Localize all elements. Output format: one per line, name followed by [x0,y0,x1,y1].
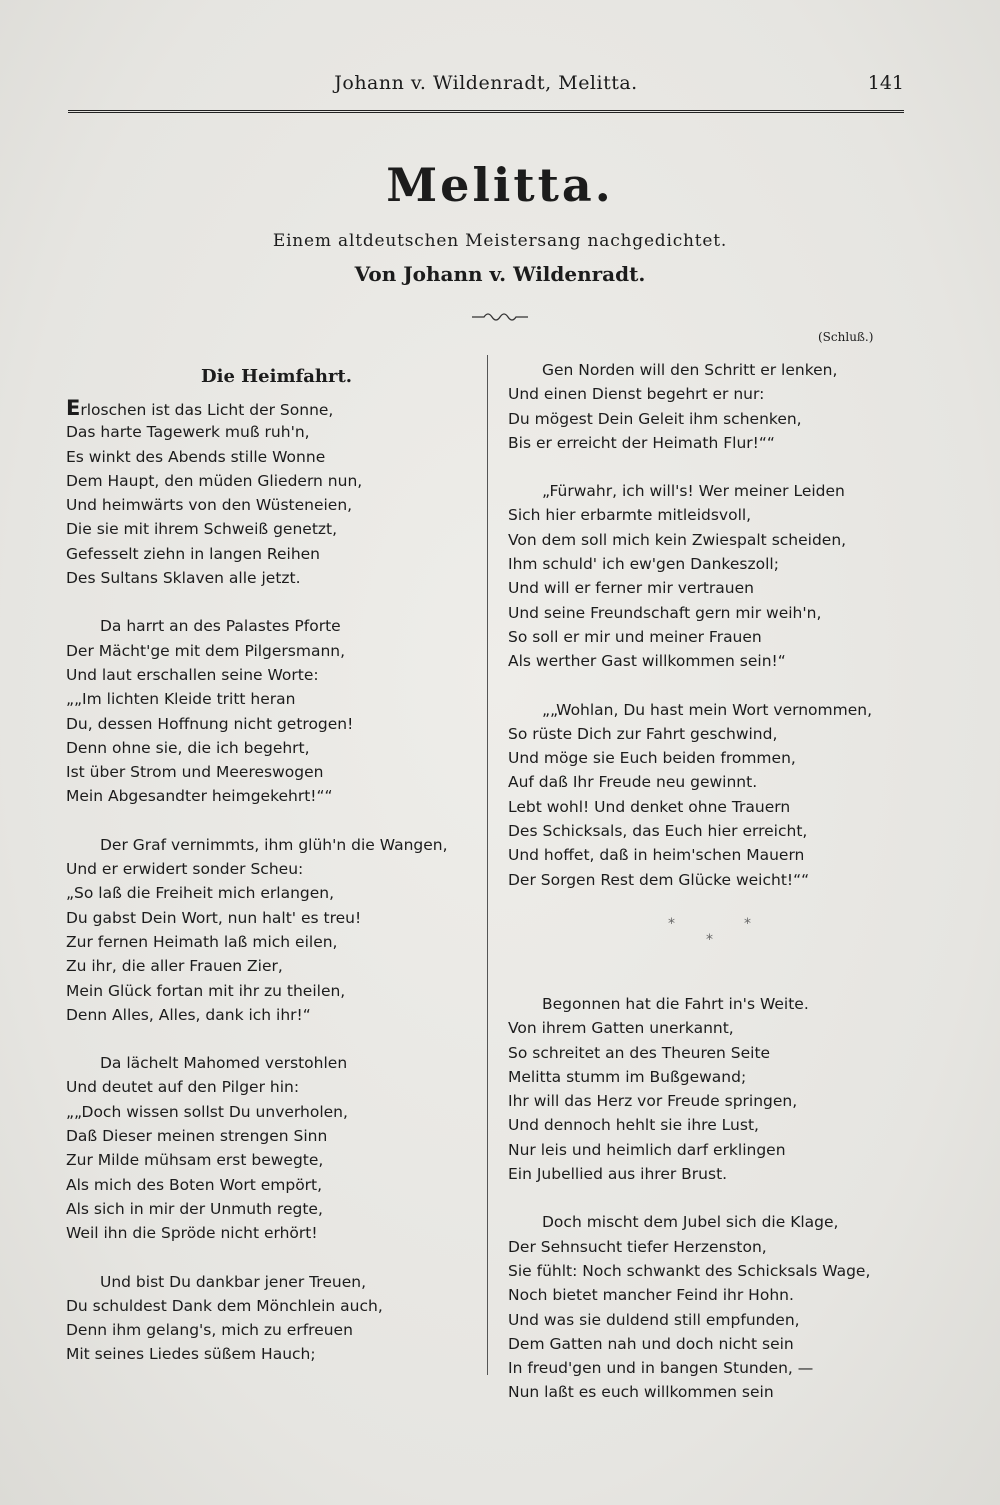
verse-line: Des Sultans Sklaven alle jetzt. [66,569,301,588]
verse-line: Als werther Gast willkommen sein!“ [508,652,786,671]
verse-line: Und will er ferner mir vertrauen [508,579,754,598]
verse-line: So schreitet an des Theuren Seite [508,1043,771,1062]
stanza [508,698,918,892]
verse-line: Sich hier erbarmte mitleidsvoll, [508,506,752,525]
verse-line: Du schuldest Dank dem Mönchlein auch, [66,1296,383,1315]
wave-ornament-icon [470,305,530,329]
stanza [508,1210,918,1404]
verse-line: Von dem soll mich kein Zwiespalt scheiden, [508,530,847,549]
verse-line: Begonnen hat die Fahrt in's Weite. [542,994,809,1013]
verse-line: Des Schicksals, das Euch hier erreicht, [508,822,808,841]
stanza [66,1051,476,1245]
verse-line: Und was sie duldend still empfunden, [508,1310,800,1329]
verse-line: Als mich des Boten Wort empört, [66,1175,323,1194]
stanza [66,1270,476,1367]
verse-line: Mein Glück fortan mit ihr zu theilen, [66,981,346,1000]
verse-line: So rüste Dich zur Fahrt geschwind, [508,724,778,743]
stanza [66,396,476,590]
verse-line: Der Mächt'ge mit dem Pilgersmann, [66,641,346,660]
asterism-star: * [706,931,713,948]
verse-line: Ein Jubellied aus ihrer Brust. [508,1165,728,1184]
verse-line: Melitta stumm im Bußgewand; [508,1067,747,1086]
verse-line: Mein Abgesandter heimgekehrt!““ [66,787,333,806]
verse-line: Dem Haupt, den müden Gliedern nun, [66,471,363,490]
poem-subtitle: Einem altdeutschen Meistersang nachgedichtet. [272,231,728,251]
verse-line: Und seine Freundschaft gern mir weih'n, [508,603,822,622]
left-column [66,358,476,1391]
asterism-star: * [668,915,675,932]
right-column [508,358,918,1429]
header-rule [68,110,904,113]
verse-line: Als sich in mir der Unmuth regte, [66,1199,323,1218]
section-heading: Die Heimfahrt. [201,366,353,387]
verse-line: Der Sehnsucht tiefer Herzenston, [508,1237,767,1256]
poem-title: Melitta. [386,158,614,212]
verse-line: Und laut erschallen seine Worte: [66,665,319,684]
conclusion-note: (Schluß.) [818,330,874,344]
verse-line: Und möge sie Euch beiden frommen, [508,749,796,768]
verse-line: Es winkt des Abends stille Wonne [66,447,326,466]
verse-line: So soll er mir und meiner Frauen [508,627,762,646]
verse-line: „„Doch wissen sollst Du unverholen, [66,1102,348,1121]
drop-cap-initial: E [66,396,81,420]
verse-line: Da harrt an des Palastes Pforte [100,617,341,636]
verse-line: Daß Dieser meinen strengen Sinn [66,1127,328,1146]
verse-line: „Fürwahr, ich will's! Wer meiner Leiden [542,482,845,501]
verse-line [66,396,476,420]
verse-line: Die sie mit ihrem Schweiß genetzt, [66,520,338,539]
verse-line: Zu ihr, die aller Frauen Zier, [66,957,283,976]
verse-line: Du mögest Dein Geleit ihm schenken, [508,409,802,428]
verse-line: Gefesselt ziehn in langen Reihen [66,544,321,563]
verse-line: Denn ihm gelang's, mich zu erfreuen [66,1321,353,1340]
verse-line: Und dennoch hehlt sie ihre Lust, [508,1116,759,1135]
verse-line: Zur Milde mühsam erst bewegte, [66,1151,324,1170]
running-title: Johann v. Wildenradt, Melitta. [334,72,638,94]
verse-line: Ihr will das Herz vor Freude springen, [508,1092,798,1111]
verse-line: Dem Gatten nah und doch nicht sein [508,1334,794,1353]
verse-line: Nun laßt es euch willkommen sein [508,1383,774,1402]
verse-line: Da lächelt Mahomed verstohlen [100,1054,348,1073]
verse-line: In freud'gen und in bangen Stunden, — [508,1359,814,1378]
stanza [508,479,918,673]
verse-line: Gen Norden will den Schritt er lenken, [542,361,838,379]
verse-line: Noch bietet mancher Feind ihr Hohn. [508,1286,794,1305]
verse-line-text: rloschen ist das Licht der Sonne, [80,401,334,419]
verse-line: Ist über Strom und Meereswogen [66,763,324,782]
verse-line: Du gabst Dein Wort, nun halt' es treu! [66,908,362,927]
poem-author: Von Johann v. Wildenradt. [354,262,646,286]
verse-line: Und einen Dienst begehrt er nur: [508,385,765,404]
stanza [66,833,476,1027]
verse-line: Denn Alles, Alles, dank ich ihr!“ [66,1005,311,1024]
verse-line: Nur leis und heimlich darf erklingen [508,1140,786,1159]
verse-line: „„Wohlan, Du hast mein Wort vernommen, [542,700,873,719]
verse-line: Und heimwärts von den Wüsteneien, [66,496,353,515]
running-head [68,68,904,102]
verse-line: Lebt wohl! Und denket ohne Trauern [508,797,791,816]
verse-line: Und hoffet, daß in heim'schen Mauern [508,846,805,865]
verse-line: Der Sorgen Rest dem Glücke weicht!““ [508,870,810,889]
verse-line: Sie fühlt: Noch schwankt des Schicksals Wage, [508,1261,871,1280]
verse-line: Und bist Du dankbar jener Treuen, [100,1272,366,1291]
verse-line: Bis er erreicht der Heimath Flur!““ [508,433,775,452]
stanza [508,992,918,1186]
verse-line: Du, dessen Hoffnung nicht getrogen! [66,714,354,733]
verse-line: Das harte Tagewerk muß ruh'n, [66,423,310,442]
page-number: 141 [867,72,904,94]
stanza [508,358,918,455]
asterism-divider [508,912,918,984]
verse-line: Zur fernen Heimath laß mich eilen, [66,932,338,951]
verse-line: Doch mischt dem Jubel sich die Klage, [542,1213,839,1232]
verse-line: Denn ohne sie, die ich begehrt, [66,738,310,757]
verse-line: Und er erwidert sonder Scheu: [66,860,304,879]
verse-line: Und deutet auf den Pilger hin: [66,1078,300,1097]
verse-line: „„Im lichten Kleide tritt heran [66,690,296,709]
verse-line: Weil ihn die Spröde nicht erhört! [66,1224,318,1243]
verse-line: Auf daß Ihr Freude neu gewinnt. [508,773,758,792]
verse-line: Von ihrem Gatten unerkannt, [508,1019,734,1038]
stanza [66,614,476,808]
asterism-star: * [744,915,751,932]
verse-line: Mit seines Liedes süßem Hauch; [66,1345,316,1364]
verse-line: Der Graf vernimmts, ihm glüh'n die Wangen, [100,835,448,854]
verse-line: Ihm schuld' ich ew'gen Dankeszoll; [508,555,779,574]
column-divider [487,355,488,1375]
verse-line: „So laß die Freiheit mich erlangen, [66,884,335,903]
